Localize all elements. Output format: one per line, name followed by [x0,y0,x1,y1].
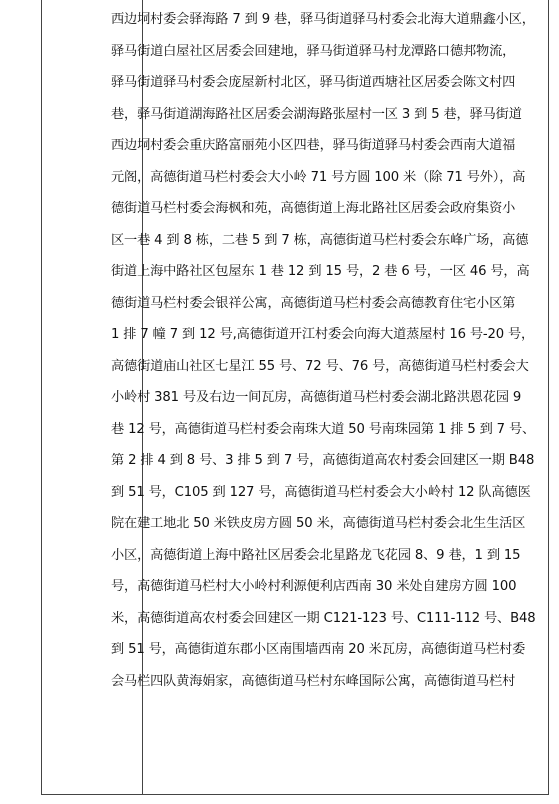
text-line: 元阁，高德街道马栏村委会大小岭 71 号方圆 100 米（除 71 号外），高 [111,169,526,185]
text-line: 第 2 排 4 到 8 号、3 排 5 到 7 号，高德街道高农村委会回建区一期 B48 [111,453,535,468]
text-line: 德街道马栏村委会海枫和苑，高德街道上海北路社区居委会政府集资小 [111,201,516,216]
text-line: 巷，驿马街道湖海路社区居委会湖海路张屋村一区 3 到 5 巷，驿马街道 [111,106,522,122]
text-line: 1 排 7 幢 7 到 12 号,高德街道开江村委会向海大道蒸屋村 16 号-20 号， [111,327,535,342]
text-line: 驿马街道驿马村委会庞屋新村北区，驿马街道西塘社区居委会陈文村四 [111,75,516,90]
text-line: 小岭村 381 号及右边一间瓦房，高德街道马栏村委会湖北路洪恩花园 9 [111,390,522,405]
text-line: 小区，高德街道上海中路社区居委会北星路龙飞花园 8、9 巷，1 到 15 [111,547,521,563]
address-list-cell [111,4,543,697]
text-line: 号，高德街道马栏村大小岭村利源便利店西南 30 米处自建房方圆 100 [111,579,517,594]
text-line: 驿马街道白屋社区居委会回建地，驿马街道驿马村龙潭路口德邦物流， [111,43,516,59]
text-line: 到 51 号，高德街道东郡小区南围墙西南 20 米瓦房，高德街道马栏村委 [111,642,526,657]
text-line: 到 51 号，C105 到 127 号，高德街道马栏村委会大小岭村 12 队高德医 [111,484,531,500]
text-line: 区一巷 4 到 8 栋，二巷 5 到 7 栋，高德街道马栏村委会东峰广场，高德 [111,232,529,248]
text-line: 街道上海中路社区包屋东 1 巷 12 到 15 号，2 巷 6 号，一区 46 号，高 [111,264,530,279]
text-line: 会马栏四队黄海娟家，高德街道马栏村东峰国际公寓，高德街道马栏村 [111,673,516,689]
text-line: 西边垌村委会驿海路 7 到 9 巷，驿马街道驿马村委会北海大道鼎鑫小区， [111,12,535,27]
text-line: 西边垌村委会重庆路富丽苑小区四巷，驿马街道驿马村委会西南大道福 [111,138,516,153]
text-line: 米，高德街道高农村委会回建区一期 C121-123 号、C111-112 号、B48 [111,610,536,626]
text-line: 巷 12 号，高德街道马栏村委会南珠大道 50 号南珠园第 1 排 5 到 7 号、 [111,421,536,437]
text-line: 德街道马栏村委会银祥公寓，高德街道马栏村委会高德教育住宅小区第 [111,295,516,311]
text-line: 高德街道庙山社区七星江 55 号、72 号、76 号，高德街道马栏村委会大 [111,358,529,374]
text-line: 院在建工地北 50 米铁皮房方圆 50 米，高德街道马栏村委会北生生活区 [111,516,526,531]
